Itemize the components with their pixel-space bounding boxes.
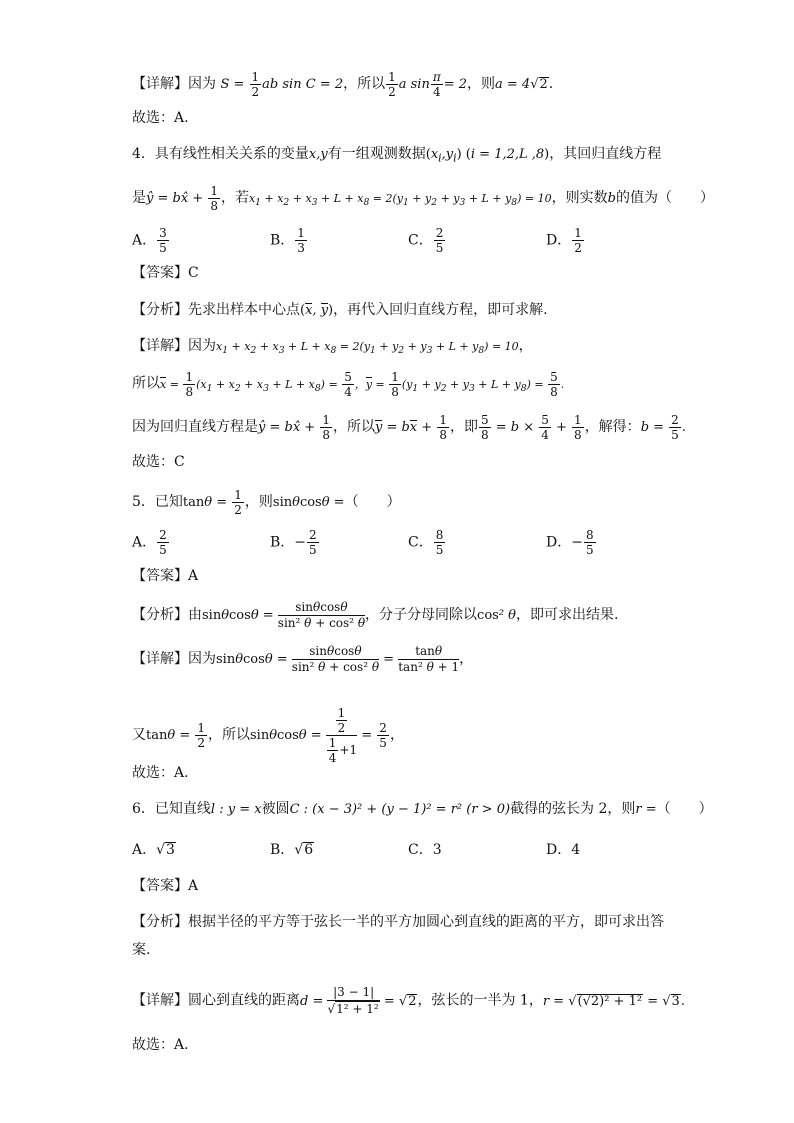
q4-choose-line: 故选：C xyxy=(132,454,185,470)
q4-detail-line3: 因为回归直线方程是ŷ = bx̂ + $\frac{1}{8}$ ，所以y = bx + $\frac{1}{8}$ ，即 $\frac{5}{8}$ = b × $\frac{5}{4}$ + $\frac{1}{8}$ ，解得：b = $\frac{2}{5}$ . xyxy=(132,413,686,442)
option-d[interactable]: D． $\frac{1}{2}$ xyxy=(546,226,582,255)
q6-analysis-line2: 案. xyxy=(132,942,151,958)
option-b[interactable]: B．− $\frac{2}{5}$ xyxy=(270,528,317,557)
q6-detail-line: 【详解】圆心到直线的距离d = $\frac{|3 - 1|}{\text{√1² + 1²}}$ = √2，弦长的一半为 1，r = √(√2)² + 1² = √3. xyxy=(132,985,685,1016)
option-d[interactable]: D．4 xyxy=(546,842,581,858)
detail-label: 【详解】 xyxy=(132,76,188,92)
q5-analysis-line: 【分析】由sinθcosθ = $\frac{\sin\theta\cos\theta}{\text{sin² θ + cos² θ}}$ ，分子分母同除以cos² θ，即可求出结果. xyxy=(132,600,619,630)
question-number: 6． xyxy=(132,801,155,817)
q5-choose-line: 故选：A. xyxy=(132,765,189,781)
q4-analysis-line: 【分析】先求出样本中心点(x, y)，再代入回归直线方程，即可求解. xyxy=(132,302,548,318)
answer-label: 【答案】 xyxy=(132,265,188,281)
q3-detail-line: 【详解】因为 S = $\frac{1}{2}$ ab sin C = 2，所以 $\frac{1}{2}$ a sin $\frac{\pi}{4}$ = 2，则a = 4√2. xyxy=(132,70,554,99)
q6-choose-line: 故选：A. xyxy=(132,1037,189,1053)
option-b[interactable]: B． $\frac{1}{3}$ xyxy=(270,226,305,255)
q5-detail-line1: 【详解】因为sinθcosθ = $\frac{\sin\theta\cos\theta}{\text{sin² θ + cos² θ}}$ = $\frac{\tan\theta}{\text{tan² θ + 1}}$ ， xyxy=(132,644,474,674)
analysis-label: 【分析】 xyxy=(132,302,188,318)
option-c[interactable]: C． $\frac{2}{5}$ xyxy=(408,226,444,255)
q4-detail-line2: 所以x = $\frac{1}{8}$ $(x_1 + x_2 + x_3 + L + x_8)$ = $\frac{5}{4}$ ，y = $\frac{1}{8}$ $(y_1 + y_2 + y_3 + L + y_8)$ = $\frac{5}{8}$ . xyxy=(132,370,565,399)
q6-answer-line: 【答案】A xyxy=(132,878,199,894)
q3-choose-line: 故选：A. xyxy=(132,110,189,126)
question-number: 5． xyxy=(132,494,155,510)
formula-area: S = $\frac{1}{2}$ ab sin C = 2 xyxy=(220,70,344,99)
q5-options xyxy=(132,528,652,557)
option-a[interactable]: A．√3 xyxy=(132,842,175,858)
option-a[interactable]: A． $\frac{3}{5}$ xyxy=(132,226,167,255)
answer-value: C xyxy=(188,265,199,281)
q4-answer-line xyxy=(132,263,199,283)
q4-options xyxy=(132,226,652,255)
q6-options xyxy=(132,840,652,862)
formula-sin: $\frac{1}{2}$ a sin $\frac{\pi}{4}$ = 2 xyxy=(388,70,468,99)
q4-detail-line1: 【详解】因为$x_1 + x_2 + x_3 + L + x_8 = 2(y_1 + y_2 + y_3 + L + y_8) = 10$， xyxy=(132,338,533,357)
option-c[interactable]: C．3 xyxy=(408,842,442,858)
answer-value: A xyxy=(188,878,199,894)
answer-value: A xyxy=(188,568,199,584)
q5-answer-line: 【答案】A xyxy=(132,568,199,584)
option-c[interactable]: C． $\frac{8}{5}$ xyxy=(408,528,444,557)
q6-stem-line: 6．已知直线l : y = x被圆C : (x − 3)² + (y − 1)² = r² (r > 0)截得的弦长为 2，则r =（ ） xyxy=(132,801,713,817)
option-b[interactable]: B．√6 xyxy=(270,842,314,858)
q6-analysis-line1: 【分析】根据半径的平方等于弦长一半的平方加圆心到直线的距离的平方，即可求出答 xyxy=(132,914,664,930)
question-number: 4． xyxy=(132,146,155,162)
option-d[interactable]: D．− $\frac{8}{5}$ xyxy=(546,528,594,557)
q5-stem-line: 5．已知tanθ = $\frac{1}{2}$ ，则sinθcosθ =（ ） xyxy=(132,488,401,517)
option-a[interactable]: A． $\frac{2}{5}$ xyxy=(132,528,167,557)
formula-a: a = 4√2 xyxy=(495,77,548,92)
q5-detail-line2: 又tanθ = $\frac{1}{2}$ ，所以sinθcosθ = $\frac{1}{2}$ $\frac{1}{4}$ +1 = $\frac{2}{5}$ ， xyxy=(132,706,404,765)
q4-stem-line2: 是ŷ = bx̂ + $\frac{1}{8}$ ，若$x_1 + x_2 + x_3 + L + x_8 = 2(y_1 + y_2 + y_3 + L + y_8) = 10$，则实数b的值为（ ） xyxy=(132,184,714,213)
q4-stem-line1: 4．具有线性相关关系的变量x,y有一组观测数据$(x_i,y_i) (i = 1,2,L$ ,8)，其回归直线方程 xyxy=(132,146,662,165)
